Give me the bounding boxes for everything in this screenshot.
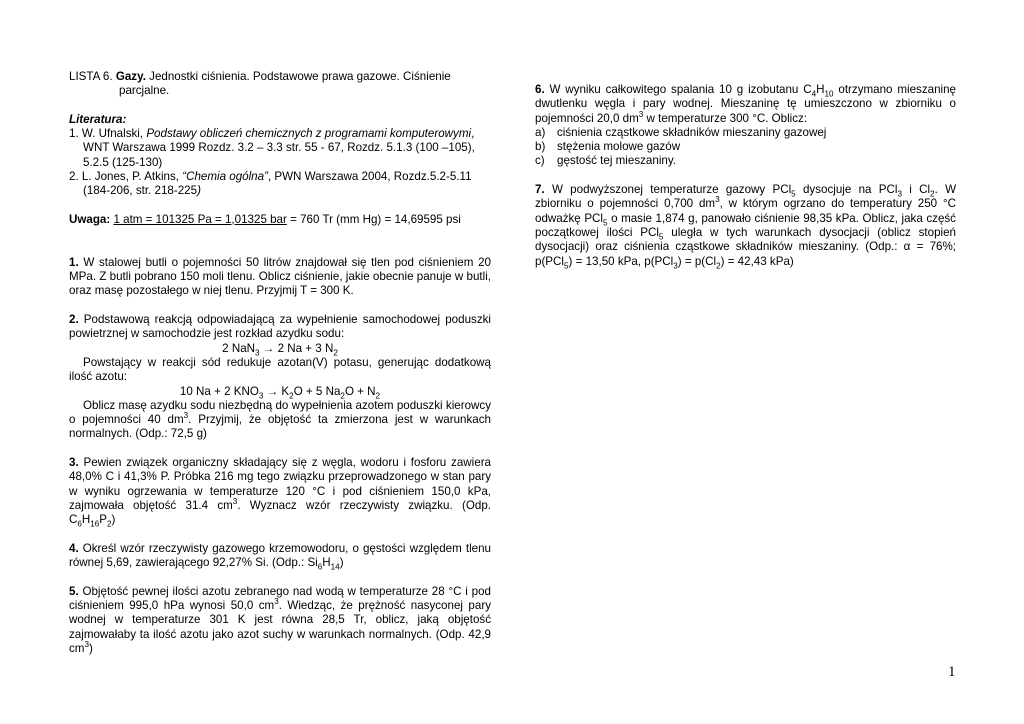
list-item: a) ciśnienia cząstkowe składników mieszaniny gazowej xyxy=(535,125,827,139)
problem-1: 1. W stalowej butli o pojemności 50 litrów znajdował się tlen pod ciśnieniem 20 MPa. Z butli pobrano 150 moli tlenu. Oblicz ciśnienie, jakie obecnie panuje w butli, oraz masę pozostałego w niej tlenu. Przyjmij T = 300 K. xyxy=(69,255,491,298)
list-item: c) gęstość tej mieszaniny. xyxy=(535,154,676,168)
literature-item-1: 1. W. Ufnalski, Podstawy obliczeń chemicznych z programami komputerowymi, WNT Warszawa 1999 Rozdz. 3.2 – 3.3 str. 55 - 67, Rozdz. 5.1.3 (100 –105), 5.2.5 (125-130) xyxy=(69,127,475,169)
problem-4: 4. Określ wzór rzeczywisty gazowego krzemowodoru, o gęstości względem tlenu równej 5,69, zawierającego 92,27% Si. (Odp.: $Si_6H_{14}$) xyxy=(69,541,491,572)
list-title: LISTA 6. Gazy. Jednostki ciśnienia. Podstawowe prawa gazowe. Ciśnienie parcjalne. xyxy=(69,70,451,98)
page-number: 1 xyxy=(948,664,956,680)
right-column xyxy=(535,83,956,269)
units-note: Uwaga: 1 atm = 101325 Pa = 1,01325 bar = 760 Tr (mm Hg) = 14,69595 psi xyxy=(69,212,461,226)
literature-item-2: 2. L. Jones, P. Atkins, “Chemia ogólna”, PWN Warszawa 2004, Rozdz.5.2-5.11 (184-206, str. 218-225) xyxy=(69,170,472,198)
left-column xyxy=(69,70,491,656)
problem-6-subitems xyxy=(535,126,956,169)
reaction-equation-1: 2 NaN$_3$ → 2 Na + 3 $N_2$ xyxy=(222,341,338,357)
problem-3: 3. Pewien związek organiczny składający się z węgla, wodoru i fosforu zawiera 48,0% C i 41,3% P. Próbka 216 mg tego związku przeprowadzonego w stan pary w wyniku ogrzewania w temperaturze 120 °C i pod ciśnieniem 150,0 kPa, zajmowała objętość 31.4 $cm^3$. Wyznacz wzór rzeczywisty związku. (Odp. $C_6H_{16}P_2$) xyxy=(69,456,491,529)
literature-heading: Literatura: xyxy=(69,112,127,126)
list-item: b) stężenia molowe gazów xyxy=(535,140,681,154)
reaction-equation-2: 10 Na + 2 $KNO_3 \to K_2O + 5$ $Na_2O + N_2$ xyxy=(179,384,381,400)
problem-7: 7. W podwyższonej temperaturze gazowy PCl$_5$ dysocjuje na PCl$_3$ i $Cl_2$. W zbiorniku o pojemności 0,700 $dm^3$, w którym ogrzano do temperatury 250 °C odważkę PCl$_5$ o masie 1,874 g, panowało ciśnienie 98,35 kPa. Oblicz, jaka część początkowej ilości PCl$_5$ uległa w tych warunkach dysocjacji (oblicz stopień dysocjacji) oraz ciśnienia cząstkowe składników mieszaniny. (Odp.: α = 76%; p(PCl$_5$) = 13,50 kPa, $p(PCl_3) = p(Cl_2) = 42,43$ kPa) xyxy=(535,183,957,270)
problem-6: 6. W wyniku całkowitego spalania 10 g izobutanu $C_4H_{10}$ otrzymano mieszaninę dwutlenku węgla i pary wodnej. Mieszaninę tę umieszczono w zbiorniku o pojemności 20,0 $dm^3$ w temperaturze 300 °C. Oblicz: a) ciśnienia cząstkowe składników mieszaniny gazowej b) stężenia molowe gazów c) gęstość tej mieszaniny. xyxy=(535,83,956,168)
problem-5: 5. Objętość pewnej ilości azotu zebranego nad wodą w temperaturze 28 °C i pod ciśnieniem 995,0 hPa wynosi 50,0 $cm^3$. Wiedząc, że prężność nasyconej pary wodnej w temperaturze 301 K jest równa 28,5 Tr, oblicz, jaką objętość zajmowałaby ta ilość azotu jako azot suchy w warunkach normalnych. (Odp. 42,9 $cm^3$) xyxy=(69,584,491,655)
problem-2: 2. Podstawową reakcją odpowiadającą za wypełnienie samochodowej poduszki powietrznej w samochodzie jest rozkład azydku sodu: 2 NaN$_3$ → 2 Na + 3 $N_2$ Powstający w reakcji sód redukuje azotan(V) potasu, generując dodatkową ilość azotu: 10 Na + 2 $KNO_3 \to K_2O + 5$ $Na_2O + N_2$ Oblicz masę azydku sodu niezbędną do wypełnienia azotem poduszki kierowcy o pojemności 40 $dm^3$. Przyjmij, że objętość ta zmierzona jest w warunkach normalnych. (Odp.: 72,5 g) xyxy=(69,313,491,441)
